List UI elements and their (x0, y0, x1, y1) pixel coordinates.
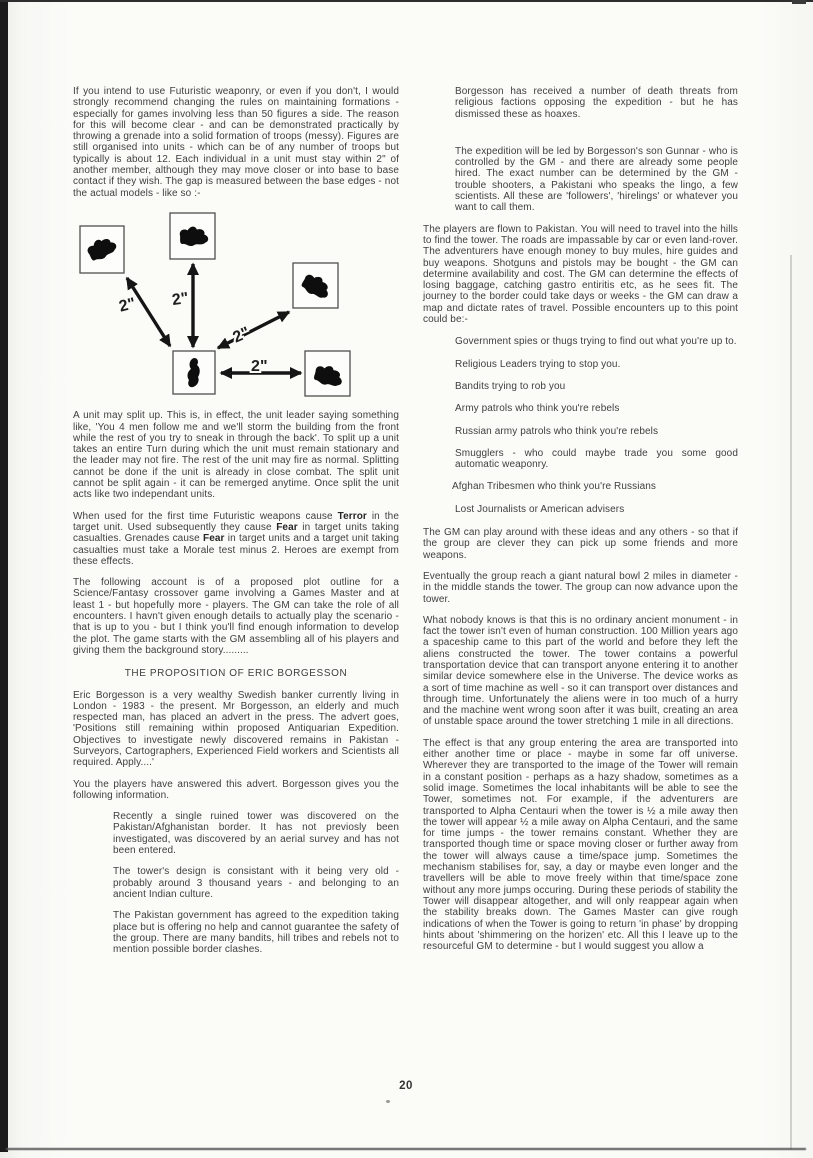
right-column (423, 86, 738, 962)
scan-edge-top (0, 0, 813, 2)
text-run: in the target unit. Used subsequently they cause (73, 510, 399, 533)
term-fear: Fear (203, 533, 225, 545)
term-fear: Fear (276, 521, 298, 533)
info-block-death-threats: Borgesson has received a number of death threats from religious factions opposing the expedition - but he has dismissed these as hoaxes. (455, 86, 738, 120)
spacing-label: 2" (170, 289, 190, 309)
encounter-item: Army patrols who think you're rebels (455, 403, 620, 415)
info-block-tower-discovered: Recently a single ruined tower was discovered on the Pakistan/Afghanistan border. It has not previosly been investigated, was discovered by an aerial survey and has not been entered. (113, 811, 399, 857)
info-block-tower-design: The tower's design is consistant with it being very old - probably around 3 thousand years - and belonging to an ancient Indian culture. (113, 866, 399, 900)
paragraph-alien-tower: What nobody knows is that this is no ordinary ancient monument - in fact the tower isn't even of human construction. 100 Million years ago a spaceship came to this part of the world and before they left the aliens constructed the tower. The tower contains a powerful transportation device that can transport anyone entering it to another similar device somewhere else in the Universe. The device works as a sort of time machine as well - so it can transport over distances and through time. Unfortunately the aliens were in too much of a hurry and the machine went wrong soon after it was built, creating an area of unstable space around the tower stretching 1 mile in all directions. (423, 614, 738, 728)
paragraph-players-answered: You the players have answered this advert. Borgesson gives you the following information. (73, 778, 399, 801)
paragraph-plot-outline: The following account is of a proposed plot outline for a Science/Fantasy crossover game involving a Games Master and at least 1 - but hopefully more - players. The GM can take the role of all encounters. I havn't given enough details to actually play the scenario - that is up to you - but I think you'll find enough information to develop the plot. The game starts with the GM assembling all of his players and giving them the background story......... (73, 577, 399, 656)
paragraph-gm-ideas: The GM can play around with these ideas and any others - so that if the group are clever they can pick up some friends and more weapons. (423, 527, 738, 561)
paragraph-natural-bowl: Eventually the group reach a giant natural bowl 2 miles in diameter - in the middle stands the tower. The group can now advance upon the tower. (423, 570, 738, 605)
scan-edge-bottom (6, 1148, 806, 1150)
ink-speck (386, 1100, 390, 1103)
scan-corner-mark (792, 0, 806, 4)
text-run: in target units and a target unit taking casualties must take a Morale test minus 2. Heroes are exempt from these effects. (73, 533, 399, 567)
encounter-item: Smugglers - who could maybe trade you some good automatic weaponry. (455, 447, 738, 471)
section-heading: THE PROPOSITION OF ERIC BORGESSON (124, 668, 348, 680)
paragraph-flown-to-pakistan: The players are flown to Pakistan. You will need to travel into the hills to find the tower. The roads are impassable by car or even land-rover. The adventurers have enough money to buy mules, hire guides and buy weapons. Shotguns and pistols may be bought - the GM can determine availability and cost. The GM can determine the effects of losing baggage, catching gastro entiritis etc, as he sees fit. The journey to the border could take days or weeks - the GM can draw a map and dictate rates of travel. Possible encounters up to this point could be:- (423, 223, 738, 326)
info-block-expedition-leader: The expedition will be led by Borgesson's son Gunnar - who is controlled by the GM - and there are already some people hired. The exact number can be determined by the GM - trouble shooters, a Pakistani who speaks the lingo, a few scientists. All these are 'followers', 'hirelings' or whatever you want to call them. (455, 145, 738, 214)
text-run: When used for the first time Futuristic weapons cause (73, 510, 338, 522)
encounter-item: Lost Journalists or American advisers (455, 503, 625, 515)
encounter-item: Government spies or thugs trying to find out what you're up to. (455, 336, 737, 348)
paragraph-unit-split: A unit may split up. This is, in effect, the unit leader saying something like, 'You 4 men follow me and we'll storm the building from the front while the rest of you try to sneak in through the back'. To split up a unit takes an entire Turn during which the unit must remain stationary and the leader may not fire. The rest of the unit may fire as normal. Splitting cannot be done if the unit is already in close combat. The split unit cannot be split again - it can be remerged anytime. Once split the unit acts like two independant units. (73, 410, 399, 501)
encounter-item: Bandits trying to rob you (455, 380, 566, 392)
encounter-item: Russian army patrols who think you're rebels (455, 425, 659, 437)
encounter-item: Religious Leaders trying to stop you. (455, 358, 621, 370)
formation-diagram (75, 211, 399, 404)
scan-edge-left (0, 0, 8, 1152)
unit-spacing-diagram (75, 211, 365, 401)
paragraph-eric-borgesson: Eric Borgesson is a very wealthy Swedish banker currently living in London - 1983 - the present. Mr Borgesson, an elderly and much respected man, has placed an advert in the press. The advert goes, 'Positions still remaining within proposed Antiquarian Expedition. Objectives to investigate newly discovered remains in Pakistan - Surveyors, Cartographers, Experienced Field workers and Scientists all required. Apply....' (73, 689, 399, 769)
encounter-item: Afghan Tribesmen who think you're Russians (452, 481, 656, 493)
paragraph-futuristic-weaponry: If you intend to use Futuristic weaponry, or even if you don't, I would strongly recommend changing the rules on maintaining formations - especially for games involving less than 50 figures a side. The reason for this will become clear - and can be demonstrated practically by throwing a grenade into a solid formation of troops (messy). Figures are still organised into units - which can be of any number of troops but typically is about 12. Each individual in a unit must stay within 2" of another member, although they may move closer or into base to base contact if they wish. The gap is measured between the base edges - not the actual models - like so :- (73, 86, 399, 199)
page-number: 20 (399, 1080, 413, 1092)
paragraph-weapon-fear (73, 511, 399, 567)
spacing-label: 2" (230, 324, 253, 347)
text-run: in target units taking casualties. Grenades cause (73, 521, 399, 545)
left-column (73, 86, 399, 965)
info-block-pakistan-government: The Pakistan government has agreed to the expedition taking place but is offering no help and cannot guarantee the safety of the group. There are many bandits, hill tribes and rebels not to mention possible border clashes. (113, 910, 399, 956)
paragraph-unstable-space: The effect is that any group entering the area are transported into either another time or place - maybe in some far off universe. Wherever they are transported to the image of the Tower will remain in a constant position - perhaps as a hazy shadow, sometimes as a solid image. Sometimes the local inhabitants will be able to see the Tower, sometimes not. For example, if the adventurers are transported to Alpha Centauri when the tower is ½ a mile away then the tower will appear ½ a mile away on Alpha Centauri, and the same for time jumps - the tower remains constant. Whether they are transported though time or space moving closer or further away from the tower will always cause a time/space jump. Sometimes the mechanism stabilises for, say, a day or maybe even longer and the travellers will be able to move freely within that time/space zone without any more jumps occuring. During these periods of stability the Tower will disappear altogether, and will only reappear again when the stability breaks down. The Games Master can give rough indications of when the Tower is going to return 'in phase' by dropping hints about 'shimmering on the horizen' etc. All this I leave up to the resourceful GM to determine - but I would suggest you allow a (423, 737, 738, 953)
term-terror: Terror (337, 510, 367, 522)
spacing-label: 2" (117, 295, 138, 316)
spacing-arrow-diagonal (218, 312, 289, 348)
spacing-label: 2" (251, 357, 268, 375)
scan-edge-right (790, 255, 792, 1150)
